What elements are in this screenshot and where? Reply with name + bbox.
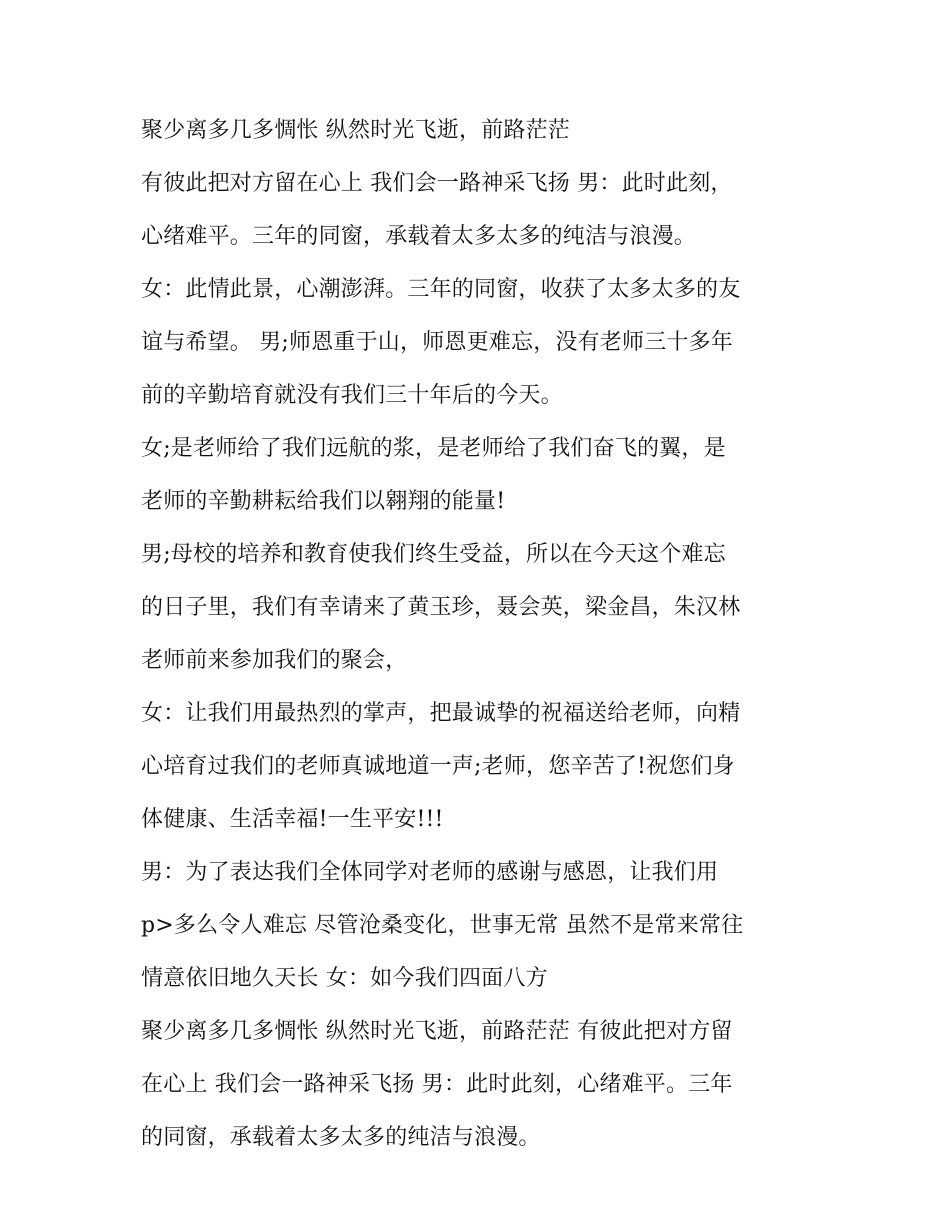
body-text [141, 104, 821, 1164]
text-line: 女;是老师给了我们远航的浆，是老师给了我们奋飞的翼，是 [141, 436, 726, 461]
text-line: 在心上 我们会一路神采飞扬 男：此时此刻，心绪难平。三年 [141, 1072, 733, 1097]
text-line: 男：为了表达我们全体同学对老师的感谢与感恩，让我们用 [141, 860, 719, 885]
text-line: 体健康、生活幸福!一生平安!!! [141, 807, 444, 832]
text-line: 聚少离多几多惆怅 纵然时光飞逝，前路茫茫 有彼此把对方留 [141, 1019, 733, 1044]
text-line: 老师的辛勤耕耘给我们以翱翔的能量! [141, 489, 506, 514]
text-line: 聚少离多几多惆怅 纵然时光飞逝，前路茫茫 [141, 118, 570, 143]
text-line: 老师前来参加我们的聚会， [141, 648, 408, 673]
text-line: 情意依旧地久天长 女：如今我们四面八方 [141, 966, 548, 991]
text-line: 前的辛勤培育就没有我们三十年后的今天。 [141, 383, 563, 408]
text-line: 心培育过我们的老师真诚地道一声;老师，您辛苦了!祝您们身 [141, 754, 735, 779]
text-line: 女：此情此景，心潮澎湃。三年的同窗，收获了太多太多的友 [141, 277, 741, 302]
text-line: 心绪难平。三年的同窗，承载着太多太多的纯洁与浪漫。 [141, 224, 697, 249]
text-line: 女：让我们用最热烈的掌声，把最诚挚的祝福送给老师，向精 [141, 701, 741, 726]
text-line: 男;母校的培养和教育使我们终生受益，所以在今天这个难忘 [141, 542, 726, 567]
text-line: 的日子里，我们有幸请来了黄玉珍，聂会英，梁金昌，朱汉林 [141, 595, 741, 620]
text-line: 有彼此把对方留在心上 我们会一路神采飞扬 男：此时此刻， [141, 171, 733, 196]
text-line: p>多么令人难忘 尽管沧桑变化，世事无常 虽然不是常来常往 [141, 913, 744, 938]
text-line: 谊与希望。 男;师恩重于山，师恩更难忘，没有老师三十多年 [141, 330, 734, 355]
text-line: 的同窗，承载着太多太多的纯洁与浪漫。 [141, 1125, 541, 1150]
